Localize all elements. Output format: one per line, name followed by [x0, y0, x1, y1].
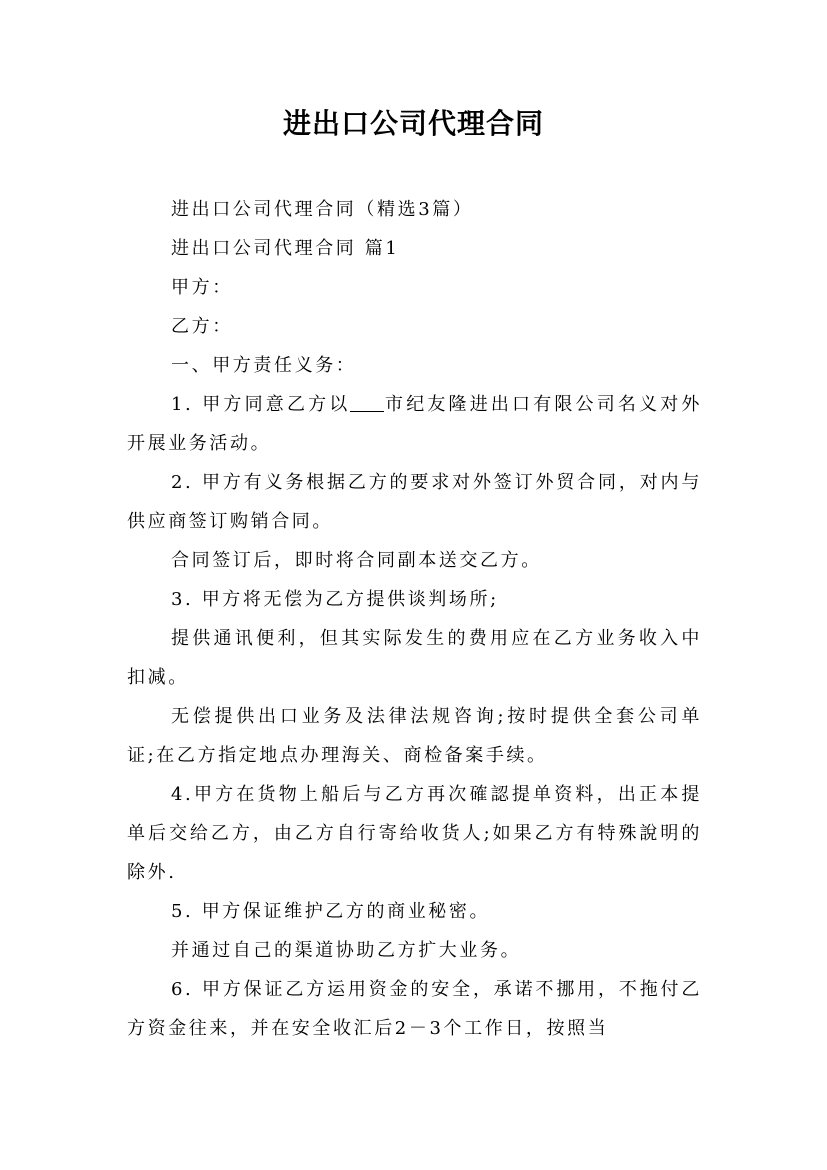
paragraph-clause-4: 4.甲方在货物上船后与乙方再次確認提单资料，出正本提单后交给乙方，由乙方自行寄给收货人;如果乙方有特殊說明的除外.	[127, 784, 702, 883]
paragraph-subtitle: 进出口公司代理合同（精选3篇）	[171, 199, 474, 220]
paragraph-party-b: 乙方：	[171, 316, 233, 337]
paragraph-clause-6: 6. 甲方保证乙方运用资金的安全，承诺不挪用，不拖付乙方资金往来，并在安全收汇后2－3个工作日，按照当	[127, 979, 702, 1039]
paragraph-clause-5: 5. 甲方保证维护乙方的商业秘密。	[171, 901, 491, 922]
blank-fill-line	[350, 393, 384, 412]
paragraph-clause-2: 2. 甲方有义务根据乙方的要求对外签订外贸合同，对内与供应商签订购销合同。	[127, 472, 702, 532]
document-body	[127, 190, 702, 1048]
paragraph-clause-3: 3. 甲方将无偿为乙方提供谈判场所;	[171, 589, 499, 610]
paragraph-clause-3-consulting: 无偿提供出口业务及法律法规咨询;按时提供全套公司单证;在乙方指定地点办理海关、商检备案手续。	[127, 706, 702, 766]
paragraph-clause-5-note: 并通过自己的渠道协助乙方扩大业务。	[171, 940, 522, 961]
clause-1-rest: 市纪友隆进出口有限公司名义对外开展业务活动。	[127, 394, 702, 454]
document-title: 进出口公司代理合同	[282, 107, 544, 140]
paragraph-party-a: 甲方：	[171, 277, 233, 298]
paragraph-clause-3-communication: 提供通讯便利，但其实际发生的费用应在乙方业务收入中扣减。	[127, 628, 702, 688]
paragraph-clause-2-note: 合同签订后，即时将合同副本送交乙方。	[171, 550, 542, 571]
clause-1-prefix: 1. 甲方同意乙方以	[171, 394, 351, 415]
paragraph-clause-1	[127, 385, 702, 463]
paragraph-section-heading: 进出口公司代理合同 篇1	[171, 238, 400, 259]
paragraph-party-a-duties-heading: 一、甲方责任义务：	[171, 355, 357, 376]
